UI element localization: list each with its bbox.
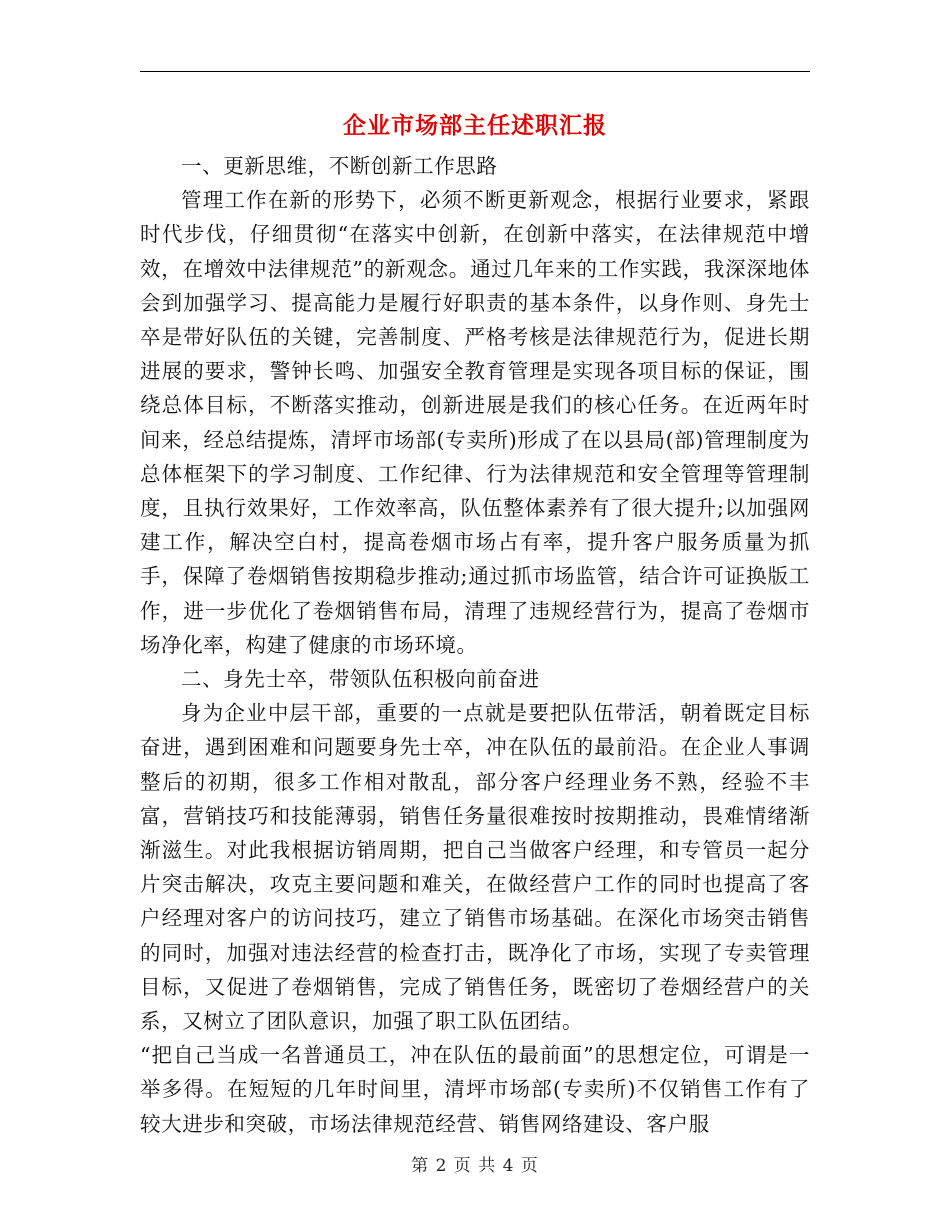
section-heading-1: 一、更新思维，不断创新工作思路 [181, 154, 498, 178]
document-title: 企业市场部主任述职汇报 [343, 112, 607, 139]
page-footer: 第 2 页 共 4 页 [411, 1156, 539, 1176]
document-body [140, 149, 810, 1141]
body-paragraph-2: 身为企业中层干部，重要的一点就是要把队伍带活，朝着既定目标奋进，遇到困难和问题要身先士卒，冲在队伍的最前沿。在企业人事调整后的初期，很多工作相对散乱，部分客户经理业务不熟，经验不丰富，营销技巧和技能薄弱，销售任务量很难按时按期推动，畏难情绪渐渐滋生。对此我根据访销周期，把自己当做客户经理，和专管员一起分片突击解决，攻克主要问题和难关，在做经营户工作的同时也提高了客户经理对客户的访问技巧，建立了销售市场基础。在深化市场突击销售的同时，加强对违法经营的检查打击，既净化了市场，实现了专卖管理目标，又促进了卷烟销售，完成了销售任务，既密切了卷烟经营户的关系，又树立了团队意识，加强了职工队伍团结。 [140, 701, 810, 1034]
section-heading-2: 二、身先士卒，带领队伍积极向前奋进 [181, 667, 540, 692]
body-paragraph-3: “把自己当成一名普通员工，冲在队伍的最前面”的思想定位，可谓是一举多得。在短短的几年时间里，清坪市场部(专卖所)不仅销售工作有了较大进步和突破，市场法律规范经营、销售网络建设、客户服 [140, 1043, 810, 1136]
body-paragraph-1: 管理工作在新的形势下，必须不断更新观念，根据行业要求，紧跟时代步伐，仔细贯彻“在落实中创新，在创新中落实，在法律规范中增效，在增效中法律规范”的新观念。通过几年来的工作实践，我深深地体会到加强学习、提高能力是履行好职责的基本条件，以身作则、身先士卒是带好队伍的关键，完善制度、严格考核是法律规范行为，促进长期进展的要求，警钟长鸣、加强安全教育管理是实现各项目标的保证，围绕总体目标，不断落实推动，创新进展是我们的核心任务。在近两年时间来，经总结提炼，清坪市场部(专卖所)形成了在以县局(部)管理制度为总体框架下的学习制度、工作纪律、行为法律规范和安全管理等管理制度，且执行效果好，工作效率高，队伍整体素养有了很大提升;以加强网建工作，解决空白村，提高卷烟市场占有率，提升客户服务质量为抓手，保障了卷烟销售按期稳步推动;通过抓市场监管，结合许可证换版工作，进一步优化了卷烟销售布局，清理了违规经营行为，提高了卷烟市场净化率，构建了健康的市场环境。 [140, 188, 810, 657]
header-rule [140, 71, 810, 72]
